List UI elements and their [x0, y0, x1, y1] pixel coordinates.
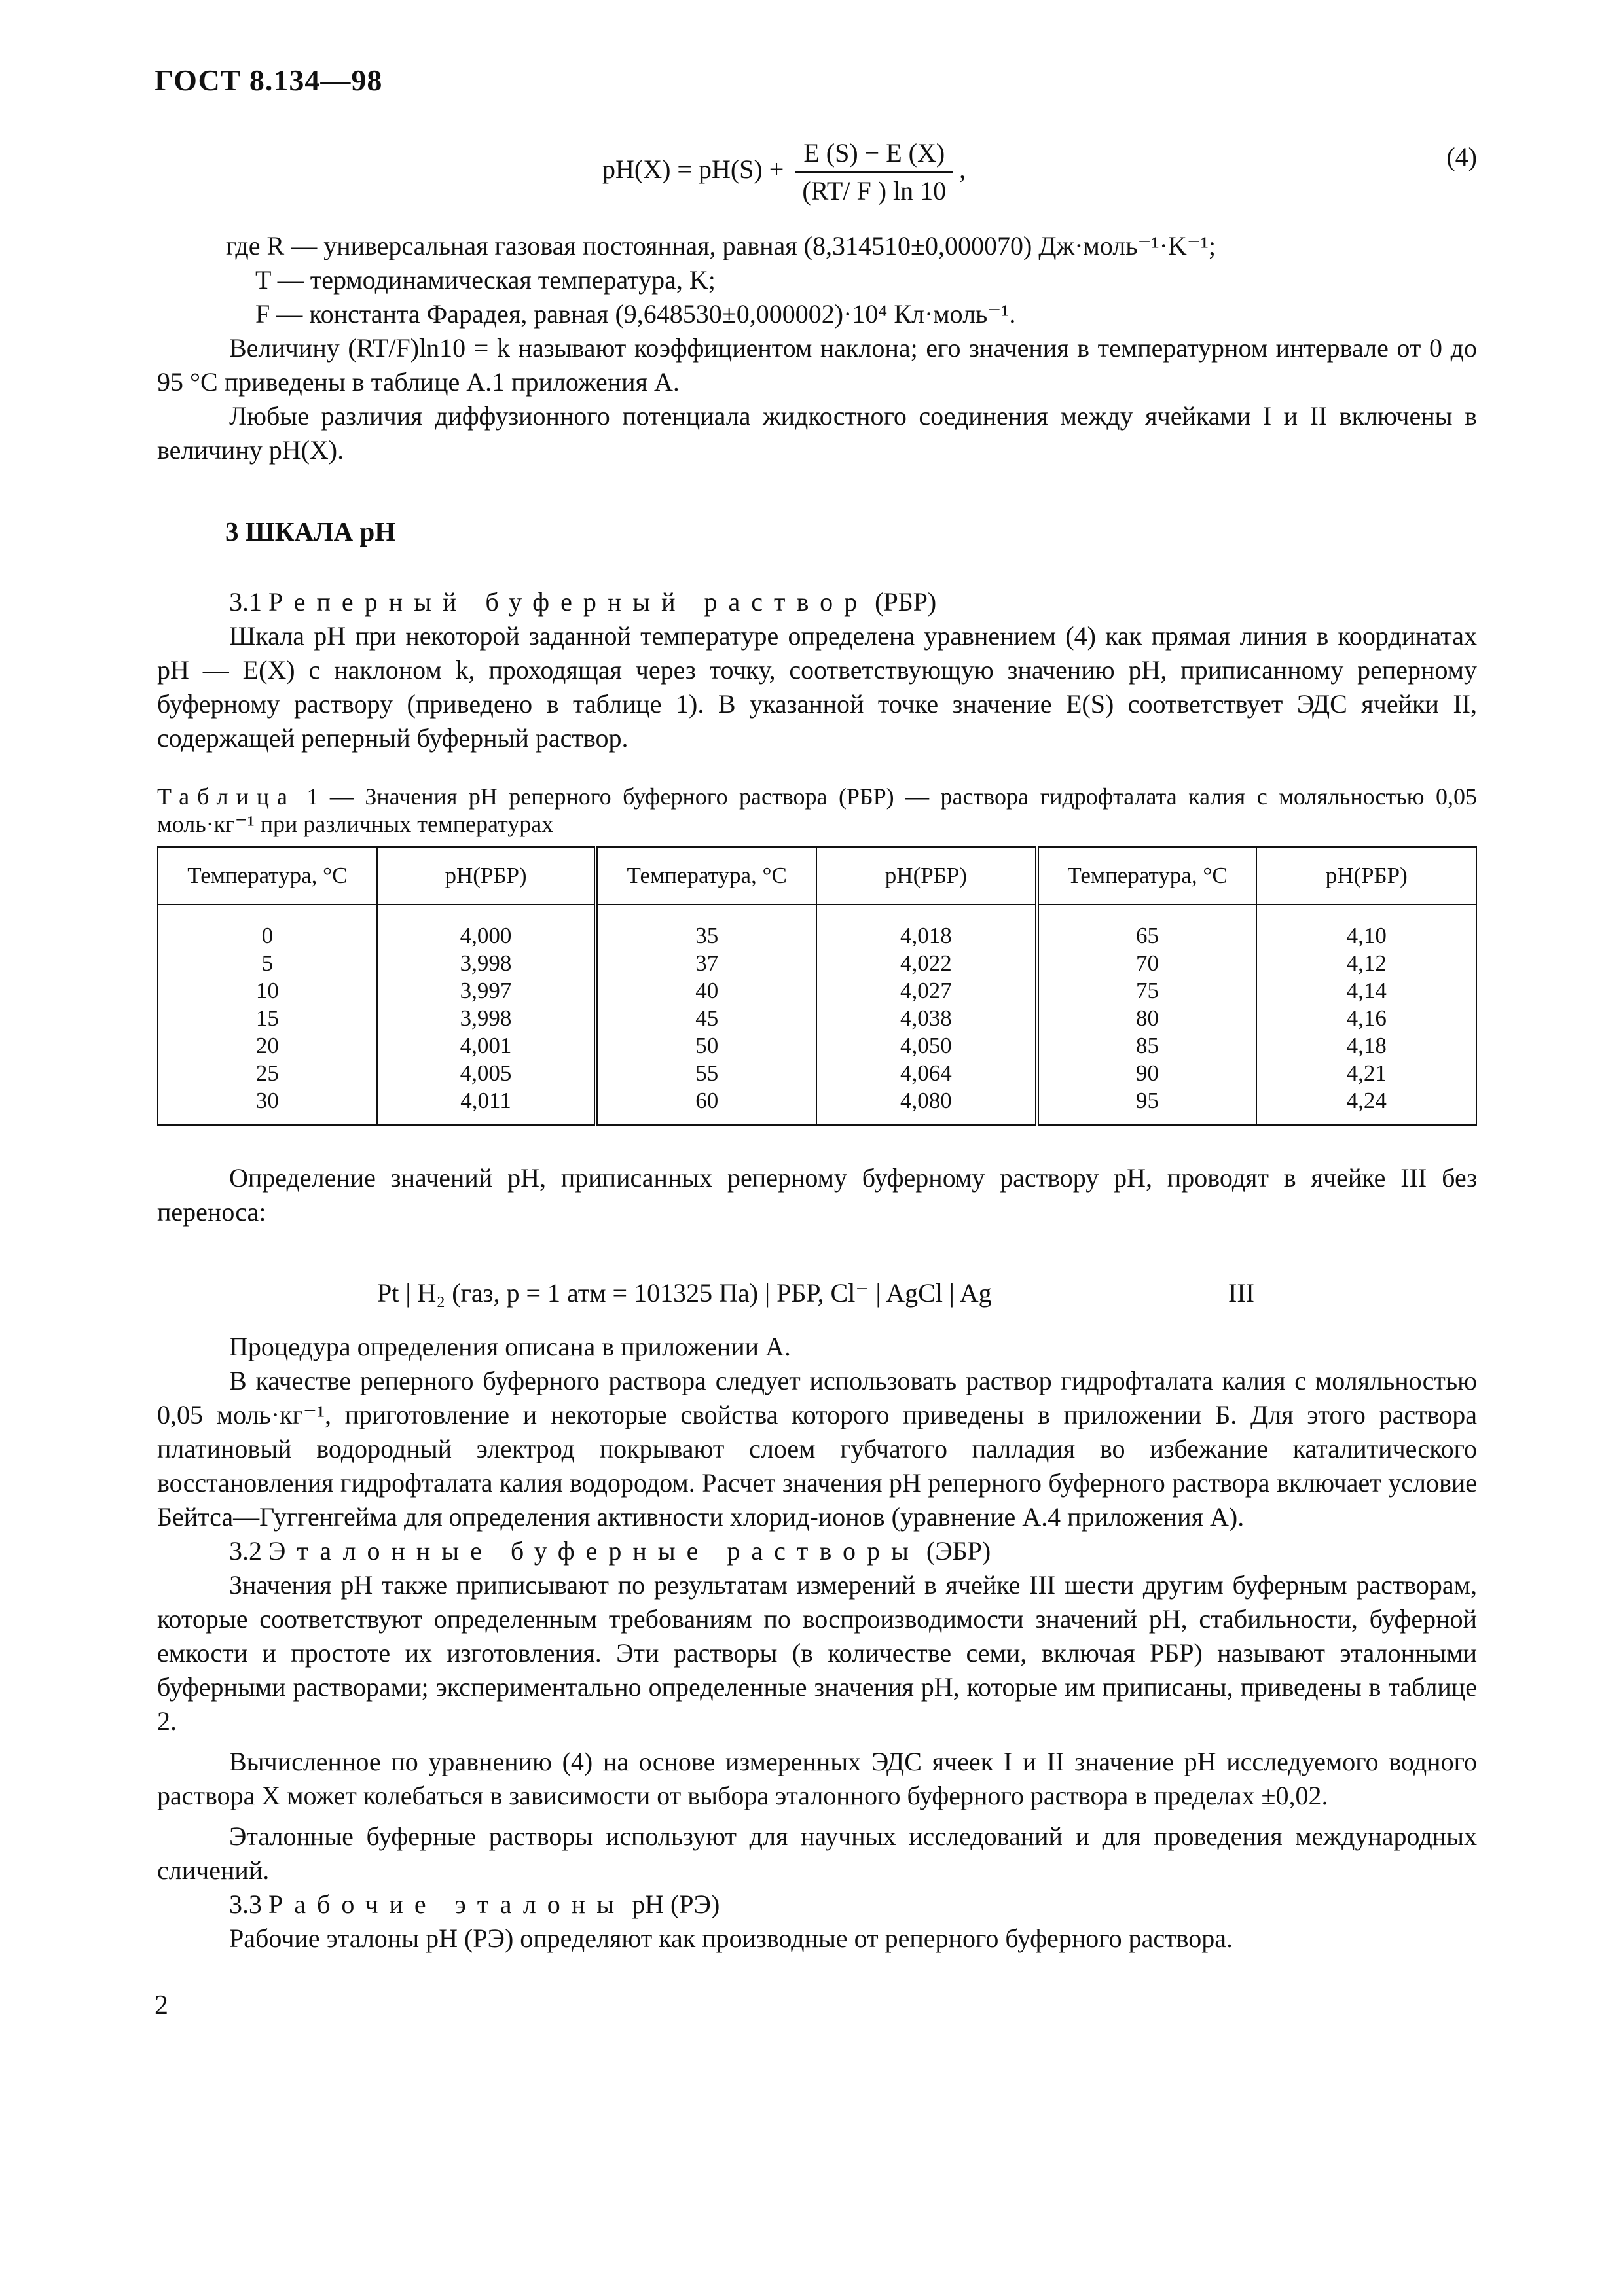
- table-cell: 4,21: [1346, 1060, 1387, 1086]
- column-temperature-2: [596, 905, 816, 1125]
- table-cell: 75: [1136, 978, 1159, 1003]
- table-cell: 4,16: [1346, 1005, 1387, 1031]
- table-cell: 85: [1136, 1033, 1159, 1058]
- table-cell: 25: [255, 1060, 279, 1086]
- paragraph-3-3: Рабочие эталоны pH (РЭ) определяют как производные от реперного буферного раствора.: [229, 1924, 1233, 1953]
- header-temperature-3: Температура, °С: [1037, 847, 1257, 905]
- table-cell: 40: [695, 978, 719, 1003]
- main-content: [157, 131, 1477, 1956]
- table-cell: 4,12: [1346, 950, 1387, 976]
- table-cell: 15: [255, 1005, 279, 1031]
- page-number: 2: [155, 1990, 168, 2020]
- subsection-abbr: (РБР): [875, 587, 937, 617]
- cell-3-formula: Pt | H₂ (газ, p = 1 атм = 101325 Па) | РБР, Cl⁻ | AgCl | Ag: [377, 1278, 992, 1308]
- table-cell: 55: [695, 1060, 719, 1086]
- table-cell: 4,011: [460, 1088, 511, 1113]
- subsection-title: Эталонные буферные растворы: [268, 1536, 920, 1566]
- paragraph-3-1: Шкала pH при некоторой заданной температуре определена уравнением (4) как прямая линия в координатах pH — E(X) с наклоном k, проходящая через точку, соответствующую значению pH, приписанному реперному буферному раствору (приведено в таблице 1). В указанной точке значение E(S) соответствует ЭДС ячейки II, содержащей реперный буферный раствор.: [157, 621, 1477, 753]
- table-cell: 0: [261, 923, 274, 948]
- table-cell: 50: [695, 1033, 719, 1058]
- table-body-row: [158, 905, 1476, 1125]
- caption-word: Таблица: [157, 783, 295, 810]
- table-cell: 4,022: [900, 950, 952, 976]
- subsection-number: 3.2: [229, 1536, 262, 1566]
- table-cell: 4,18: [1346, 1033, 1387, 1058]
- table-cell: 3,998: [460, 950, 512, 976]
- table-cell: 70: [1136, 950, 1159, 976]
- subsection-3-3-heading: [157, 1888, 1477, 1922]
- table-cell: 4,10: [1346, 923, 1387, 948]
- table-cell: 4,050: [900, 1033, 952, 1058]
- paragraph-3-2-b: Вычисленное по уравнению (4) на основе измеренных ЭДС ячеек I и II значение pH исследуемого водного раствора X может колебаться в зависимости от выбора эталонного буферного раствора в пределах ±0,02.: [157, 1747, 1477, 1810]
- header-temperature-2: Температура, °С: [596, 847, 816, 905]
- formula-expression: [602, 136, 966, 208]
- header-ph-3: pH(РБР): [1256, 847, 1476, 905]
- header-ph-2: pH(РБР): [816, 847, 1037, 905]
- formula-trailing: ,: [959, 154, 966, 185]
- table-cell: 4,000: [460, 923, 512, 948]
- table-cell: 45: [695, 1005, 719, 1031]
- subsection-number: 3.1: [229, 587, 262, 617]
- paragraph-diffusion: Любые различия диффузионного потенциала жидкостного соединения между ячейками I и II включены в величину pH(X).: [157, 401, 1477, 465]
- equation-number: (4): [1446, 142, 1477, 171]
- column-ph-3: [1256, 905, 1476, 1125]
- paragraph-procedure: Процедура определения описана в приложении А.: [229, 1332, 791, 1361]
- table-cell: 3,997: [460, 978, 512, 1003]
- subsection-3-1-heading: [157, 585, 1477, 619]
- formula-numerator: E (S) − E (X): [795, 136, 953, 173]
- document-header: ГОСТ 8.134—98: [155, 63, 383, 97]
- table-cell: 4,24: [1346, 1088, 1387, 1113]
- formula-4: [157, 131, 1477, 229]
- paragraph-cell-3: Определение значений pH, приписанных реперному буферному раствору pH, проводят в ячейке III без переноса:: [157, 1163, 1477, 1227]
- table-cell: 4,064: [900, 1060, 952, 1086]
- formula-fraction: [795, 136, 953, 208]
- table-header-row: [158, 847, 1476, 905]
- header-temperature-1: Температура, °С: [158, 847, 377, 905]
- paragraph-3-2-c: Эталонные буферные растворы используют для научных исследований и для проведения международных сличений.: [157, 1821, 1477, 1885]
- table-cell: 30: [255, 1088, 279, 1113]
- table-cell: 4,018: [900, 923, 952, 948]
- table-cell: 37: [695, 950, 719, 976]
- formula-denominator: (RT/ F ) ln 10: [802, 176, 947, 206]
- table-cell: 3,998: [460, 1005, 512, 1031]
- table-cell: 35: [695, 923, 719, 948]
- definition-f: F — константа Фарадея, равная (9,648530±0,000002)·10⁴ Кл·моль⁻¹.: [255, 299, 1016, 329]
- paragraph-slope: Величину (RT/F)ln10 = k называют коэффициентом наклона; его значения в температурном интервале от 0 до 95 °С приведены в таблице А.1 приложения А.: [157, 333, 1477, 397]
- paragraph-3-2-a: Значения pH также приписывают по результатам измерений в ячейке III шести другим буферным растворам, которые соответствуют определенным требованиям по воспроизводимости значений pH, стабильности, буферной емкости и простоте их изготовления. Эти растворы (в количестве семи, включая РБР) называют эталонными буферными растворами; экспериментально определенные значения pH, которые им приписаны, приведены в таблице 2.: [157, 1570, 1477, 1736]
- cell-3-scheme: [157, 1270, 1477, 1316]
- table-cell: 80: [1136, 1005, 1159, 1031]
- header-ph-1: pH(РБР): [377, 847, 596, 905]
- paragraph-reference-buffer: В качестве реперного буферного раствора следует использовать раствор гидрофталата калия с моляльностью 0,05 моль·кг⁻¹, приготовление и некоторые свойства которого приведены в приложении Б. Для этого раствора платиновый водородный электрод покрывают слоем губчатого палладия во избежание каталитического восстановления гидрофталата калия водородом. Расчет значения pH реперного буферного раствора включает условие Бейтса—Гуггенгейма для определения активности хлорид-ионов (уравнение А.4 приложения А).: [157, 1366, 1477, 1532]
- subsection-abbr: (ЭБР): [926, 1536, 991, 1566]
- table-cell: 65: [1136, 923, 1159, 948]
- subsection-3-2-heading: [157, 1534, 1477, 1568]
- subsection-number: 3.3: [229, 1890, 262, 1919]
- section-3-title: 3 ШКАЛА pH: [225, 516, 396, 547]
- subsection-abbr: pH (РЭ): [632, 1890, 720, 1919]
- table-cell: 4,001: [460, 1033, 512, 1058]
- table-cell: 20: [255, 1033, 279, 1058]
- table-cell: 60: [695, 1088, 719, 1113]
- column-temperature-1: [158, 905, 377, 1125]
- subsection-title: Рабочие эталоны: [268, 1890, 626, 1919]
- caption-text: 1 — Значения pH реперного буферного раствора (РБР) — раствора гидрофталата калия с моляльностью 0,05 моль·кг⁻¹ при различных температурах: [157, 783, 1477, 837]
- definition-t: T — термодинамическая температура, K;: [255, 265, 716, 295]
- table-1: [157, 846, 1477, 1126]
- column-ph-2: [816, 905, 1037, 1125]
- column-ph-1: [377, 905, 596, 1125]
- table-cell: 5: [261, 950, 274, 976]
- formula-lhs: pH(X) = pH(S) +: [602, 154, 784, 185]
- subsection-title: Реперный буферный раствор: [268, 587, 869, 617]
- column-temperature-3: [1037, 905, 1257, 1125]
- table-cell: 4,14: [1346, 978, 1387, 1003]
- cell-3-label: III: [1228, 1278, 1254, 1308]
- definition-r: где R — универсальная газовая постоянная, равная (8,314510±0,000070) Дж·моль⁻¹·K⁻¹;: [226, 231, 1216, 260]
- table-cell: 4,027: [900, 978, 952, 1003]
- table-1-caption: [157, 783, 1477, 838]
- table-cell: 90: [1136, 1060, 1159, 1086]
- table-cell: 95: [1136, 1088, 1159, 1113]
- table-cell: 4,038: [900, 1005, 952, 1031]
- table-cell: 4,080: [900, 1088, 952, 1113]
- table-cell: 10: [255, 978, 279, 1003]
- table-cell: 4,005: [460, 1060, 512, 1086]
